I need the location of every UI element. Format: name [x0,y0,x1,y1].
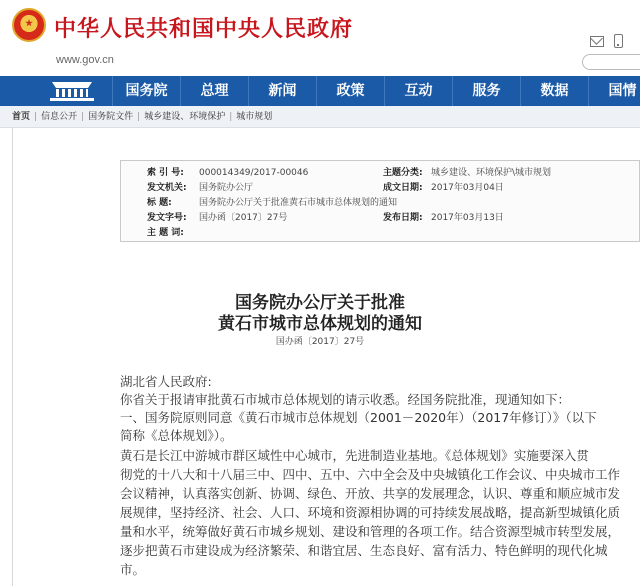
breadcrumb-separator: | [34,112,38,122]
breadcrumb-info-disclosure[interactable]: 信息公开 [41,112,78,122]
site-title[interactable]: 中华人民共和国中央人民政府 [54,17,354,42]
breadcrumb-separator: | [137,112,141,122]
meta-date-created-value: 2017年03月04日 [431,183,504,193]
meta-date-created-label: 成文日期: [383,183,423,193]
main-nav [0,76,640,106]
body-line: 展规律，坚持经济、社会、人口、环境和资源相协调的可持续发展战略，提高新型城镇化质 [120,505,621,520]
body-line: 湖北省人民政府: [120,374,212,389]
body-line: 市。 [120,562,146,577]
document-meta-table [120,160,640,242]
nav-item-interaction[interactable]: 互动 [384,76,452,106]
document-title-line2: 黄石市城市总体规划的通知 [218,314,422,334]
breadcrumb-state-council-docs[interactable]: 国务院文件 [88,112,134,122]
meta-index-label: 索 引 号: [147,168,184,178]
body-line: 量和水平，统筹做好黄石市城乡规划、建设和管理的各项工作。结合资源型城市转型发展， [120,524,621,539]
body-line: 简称《总体规划》）。 [120,428,233,443]
nav-item-premier[interactable]: 总理 [180,76,248,106]
nav-item-data[interactable]: 数据 [520,76,588,106]
body-line: 会议精神，认真落实创新、协调、绿色、开放、共享的发展理念，认识、尊重和顺应城市发 [120,486,621,501]
nav-item-state-council[interactable]: 国务院 [112,76,180,106]
meta-doc-no-label: 发文字号: [147,213,187,223]
national-emblem-icon[interactable] [12,8,46,42]
nav-item-news[interactable]: 新闻 [248,76,316,106]
nav-item-national-info[interactable]: 国情 [588,76,640,106]
meta-issuer-value: 国务院办公厅 [199,183,254,193]
body-line: 一、国务院原则同意《黄石市城市总体规划（2001－2020年）（2017年修订）》（以下 [120,410,597,425]
mail-icon[interactable] [590,36,604,47]
nav-item-policy[interactable]: 政策 [316,76,384,106]
document-number: 国办函〔2017〕27号 [275,337,365,347]
meta-keywords-label: 主 题 词: [147,228,184,238]
mobile-icon[interactable] [614,34,623,48]
meta-issuer-label: 发文机关: [147,183,187,193]
body-line: 黄石是长江中游城市群区域性中心城市，先进制造业基地。《总体规划》实施要深入贯 [120,448,589,463]
breadcrumb-separator: | [81,112,85,122]
breadcrumb [0,106,640,128]
meta-title-label: 标 题: [147,198,172,208]
meta-published-value: 2017年03月13日 [431,213,504,223]
document-title-line1: 国务院办公厅关于批准 [235,293,405,313]
meta-title-value: 国务院办公厅关于批准黄石市城市总体规划的通知 [199,198,398,208]
breadcrumb-home[interactable]: 首页 [12,112,31,122]
body-line: 彻党的十八大和十八届三中、四中、五中、六中全会及中央城镇化工作会议、中央城市工作 [120,467,621,482]
meta-topic-label: 主题分类: [383,168,423,178]
meta-published-label: 发布日期: [383,213,423,223]
breadcrumb-separator: | [229,112,233,122]
site-url: www.gov.cn [56,54,114,66]
meta-index-value: 000014349/2017-00046 [199,168,309,178]
search-input[interactable] [582,54,640,70]
site-header [0,0,640,76]
breadcrumb-city-planning[interactable]: 城市规划 [236,112,273,122]
meta-doc-no-value: 国办函〔2017〕27号 [199,213,288,223]
breadcrumb-urban-rural[interactable]: 城乡建设、环境保护 [144,112,226,122]
body-line: 你省关于报请审批黄石市城市总体规划的请示收悉。经国务院批准，现通知如下： [120,392,571,407]
nav-item-services[interactable]: 服务 [452,76,520,106]
body-line: 逐步把黄石市建设成为经济繁荣、和谐宜居、生态良好、富有活力、特色鲜明的现代化城 [120,543,608,558]
home-gate-icon[interactable] [44,78,100,104]
meta-topic-value: 城乡建设、环境保护\城市规划 [431,168,552,178]
